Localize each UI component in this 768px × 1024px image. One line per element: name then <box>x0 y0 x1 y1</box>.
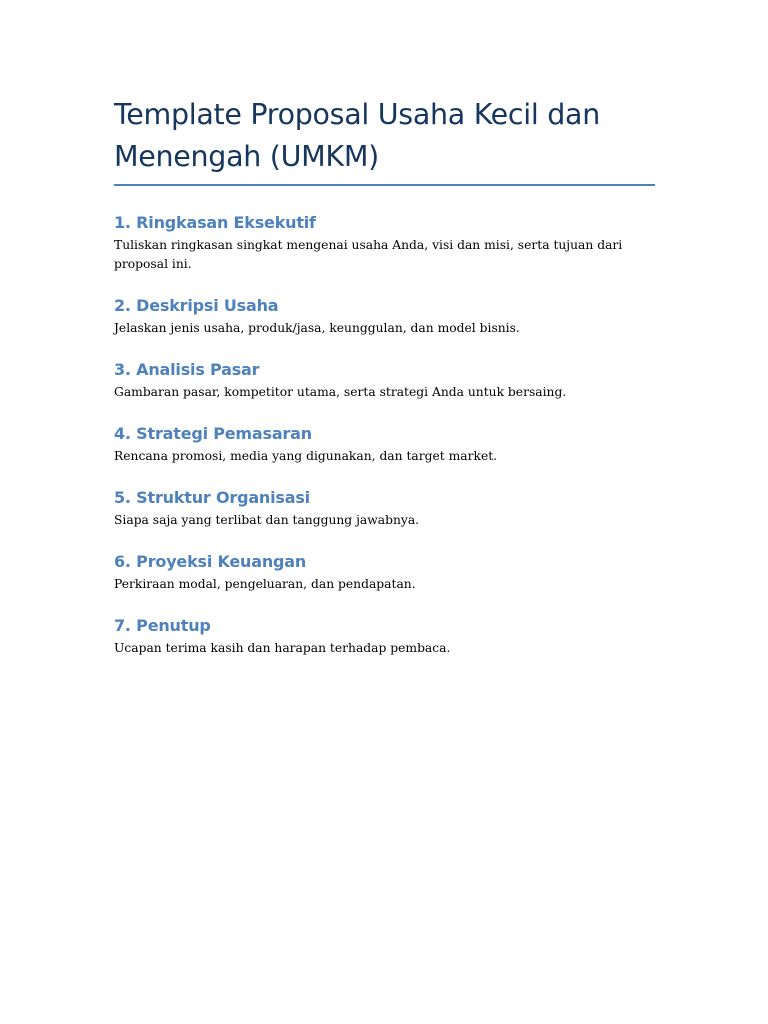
section-body: Jelaskan jenis usaha, produk/jasa, keunggulan, dan model bisnis. <box>114 321 520 335</box>
section-heading: 7. Penutup <box>114 616 211 635</box>
document-page <box>114 94 655 679</box>
section-body: Ucapan terima kasih dan harapan terhadap pembaca. <box>114 641 451 655</box>
section-struktur-organisasi <box>114 487 655 530</box>
section-body: Perkiraan modal, pengeluaran, dan pendapatan. <box>114 577 416 591</box>
document-title: Template Proposal Usaha Kecil dan Menengah (UMKM) <box>114 98 600 173</box>
section-penutup <box>114 615 655 658</box>
section-body: Tuliskan ringkasan singkat mengenai usaha Anda, visi dan misi, serta tujuan dari proposal ini. <box>114 238 623 271</box>
section-proyeksi-keuangan <box>114 551 655 594</box>
section-heading: 1. Ringkasan Eksekutif <box>114 213 316 232</box>
section-heading: 3. Analisis Pasar <box>114 360 260 379</box>
section-deskripsi-usaha <box>114 295 655 338</box>
section-heading: 2. Deskripsi Usaha <box>114 296 279 315</box>
section-body: Gambaran pasar, kompetitor utama, serta strategi Anda untuk bersaing. <box>114 385 567 399</box>
title-divider <box>114 184 655 186</box>
section-heading: 5. Struktur Organisasi <box>114 488 310 507</box>
section-heading: 6. Proyeksi Keuangan <box>114 552 307 571</box>
section-ringkasan-eksekutif <box>114 212 655 274</box>
section-analisis-pasar <box>114 359 655 402</box>
section-heading: 4. Strategi Pemasaran <box>114 424 312 443</box>
section-strategi-pemasaran <box>114 423 655 466</box>
section-body: Rencana promosi, media yang digunakan, dan target market. <box>114 449 498 463</box>
section-body: Siapa saja yang terlibat dan tanggung jawabnya. <box>114 513 420 527</box>
